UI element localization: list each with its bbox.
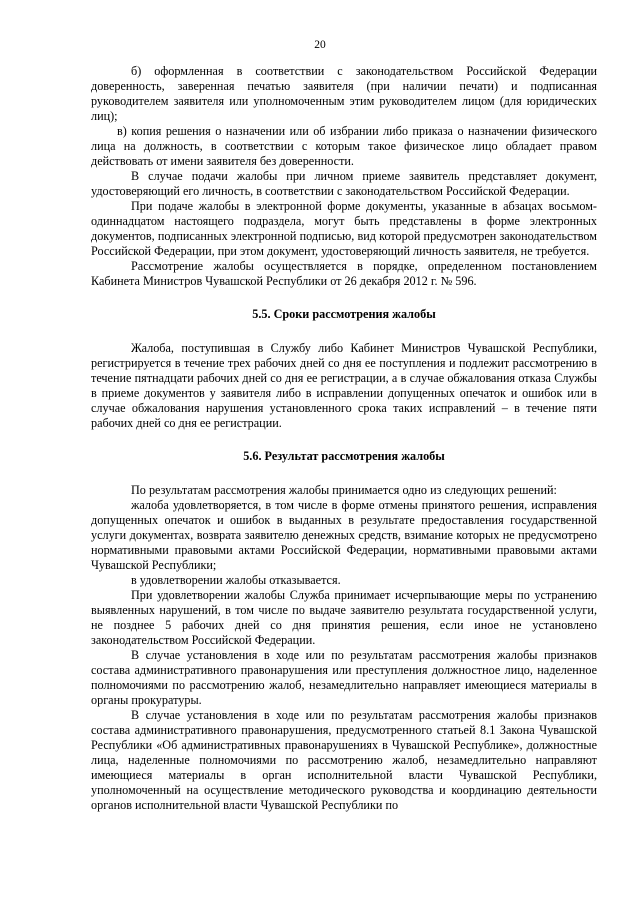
paragraph-remedial-measures: При удовлетворении жалобы Служба принимает исчерпывающие меры по устранению выявленных нарушений, в том числе по выдаче заявителю результата государственной услуги, не позднее 5 рабочих дней со дня принятия решения, если иное не установлено законодательством Российской Федерации. xyxy=(91,588,597,647)
paragraph-complaint-satisfied: жалоба удовлетворяется, в том числе в форме отмены принятого решения, исправления допущенных опечаток и ошибок в выданных в результате предоставления государственной услуги документах, возврата заявителю денежных средств, взимание которых не предусмотрено нормативными правовыми актами Российской Федерации, нормативными правовыми актами Чувашской Республики; xyxy=(91,498,597,572)
paragraph-appointment-decision: в) копия решения о назначении или об избрании либо приказа о назначении физического лица на должность, в соответствии с которым такое физическое лицо обладает правом действовать от имени заявителя без доверенности. xyxy=(91,124,597,168)
paragraph-review-deadlines: Жалоба, поступившая в Службу либо Кабинет Министров Чувашской Республики, регистрируется в течение трех рабочих дней со дня ее поступления и подлежит рассмотрению в течение пятнадцати рабочих дней со дня ее регистрации, а в случае обжалования отказа Службы в приеме документов у заявителя либо в исправлении допущенных опечаток и ошибок или в случае обжалования нарушения установленного срока таких исправлений – в течение пяти рабочих дней со дня ее регистрации. xyxy=(91,341,597,430)
document-body xyxy=(91,64,597,813)
paragraph-administrative-offense: В случае установления в ходе или по результатам рассмотрения жалобы признаков состава административного правонарушения, предусмотренного статьей 8.1 Закона Чувашской Республики «Об административных правонарушениях в Чувашской Республике», должностные лица, наделенные полномочиями по рассмотрению жалоб, незамедлительно направляют имеющиеся материалы в орган исполнительной власти Чувашской Республики, уполномоченный на осуществление методического руководства и координацию деятельности органов исполнительной власти Чувашской Республики по xyxy=(91,708,597,812)
paragraph-prosecutor-referral: В случае установления в ходе или по результатам рассмотрения жалобы признаков состава административного правонарушения или преступления должностное лицо, наделенное полномочиями по рассмотрению жалоб, незамедлительно направляет имеющиеся материалы в органы прокуратуры. xyxy=(91,648,597,707)
paragraph-complaint-rejected: в удовлетворении жалобы отказывается. xyxy=(131,573,341,587)
paragraph-power-of-attorney: б) оформленная в соответствии с законодательством Российской Федерации доверенность, заверенная печатью заявителя (при наличии печати) и подписанная руководителем заявителя или уполномоченным этим руководителем лицом (для юридических лиц); xyxy=(91,64,597,123)
paragraph-decision-options: По результатам рассмотрения жалобы принимается одно из следующих решений: xyxy=(131,483,557,497)
section-heading-5-6: 5.6. Результат рассмотрения жалобы xyxy=(243,449,445,463)
page-number: 20 xyxy=(314,39,326,51)
paragraph-review-procedure: Рассмотрение жалобы осуществляется в порядке, определенном постановлением Кабинета Министров Чувашской Республики от 26 декабря 2012 г. № 596. xyxy=(91,259,597,288)
paragraph-personal-reception: В случае подачи жалобы при личном приеме заявитель представляет документ, удостоверяющий его личность, в соответствии с законодательством Российской Федерации. xyxy=(91,169,597,198)
paragraph-electronic-form: При подаче жалобы в электронной форме документы, указанные в абзацах восьмом-одиннадцатом настоящего подраздела, могут быть представлены в форме электронных документов, подписанных электронной подписью, вид которой предусмотрен законодательством Российской Федерации, при этом документ, удостоверяющий личность заявителя, не требуется. xyxy=(91,199,597,258)
section-heading-5-5: 5.5. Сроки рассмотрения жалобы xyxy=(252,307,436,321)
